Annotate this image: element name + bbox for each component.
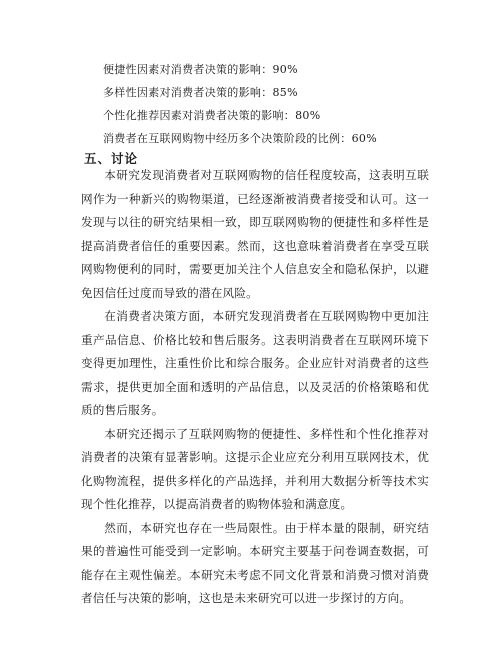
paragraph-decision: 在消费者决策方面，本研究发现消费者在互联网购物中更加注重产品信息、价格比较和售后服务。这表明消费者在互联网环境下变得更加理性，注重性价比和综合服务。企业应针对消费者的这些需求，提供更加全面和透明的产品信息，以及灵活的价格策略和优质的售后服务。 (81, 309, 429, 417)
paragraph-trust: 本研究发现消费者对互联网购物的信任程度较高，这表明互联网作为一种新兴的购物渠道，已经逐渐被消费者接受和认可。这一发现与以往的研究结果相一致，即互联网购物的便捷性和多样性是提高消费者信任的重要因素。然而，这也意味着消费者在享受互联网购物便利的同时，需要更加关注个人信息安全和隐私保护，以避免因信任过度而导致的潜在风险。 (81, 168, 429, 300)
section-heading: 五、讨论 (84, 151, 139, 166)
stat-decision-stages: 消费者在互联网购物中经历多个决策阶段的比例：60% (103, 132, 377, 145)
discussion-body (81, 164, 429, 611)
stat-personalization: 个性化推荐因素对消费者决策的影响：80% (103, 109, 321, 122)
stat-diversity: 多样性因素对消费者决策的影响：85% (103, 86, 298, 99)
paragraph-influence: 本研究还揭示了互联网购物的便捷性、多样性和个性化推荐对消费者的决策有显著影响。这提示企业应充分利用互联网技术，优化购物流程，提供多样化的产品选择，并利用大数据分析等技术实现个性化推荐，以提高消费者的购物体验和满意度。 (81, 426, 429, 511)
statistics-list (103, 58, 483, 150)
paragraph-limitations: 然而，本研究也存在一些局限性。由于样本量的限制，研究结果的普遍性可能受到一定影响。本研究主要基于问卷调查数据，可能存在主观性偏差。本研究未考虑不同文化背景和消费习惯对消费者信任与决策的影响，这也是未来研究可以进一步探讨的方向。 (81, 520, 429, 605)
stat-convenience: 便捷性因素对消费者决策的影响：90% (103, 63, 298, 76)
